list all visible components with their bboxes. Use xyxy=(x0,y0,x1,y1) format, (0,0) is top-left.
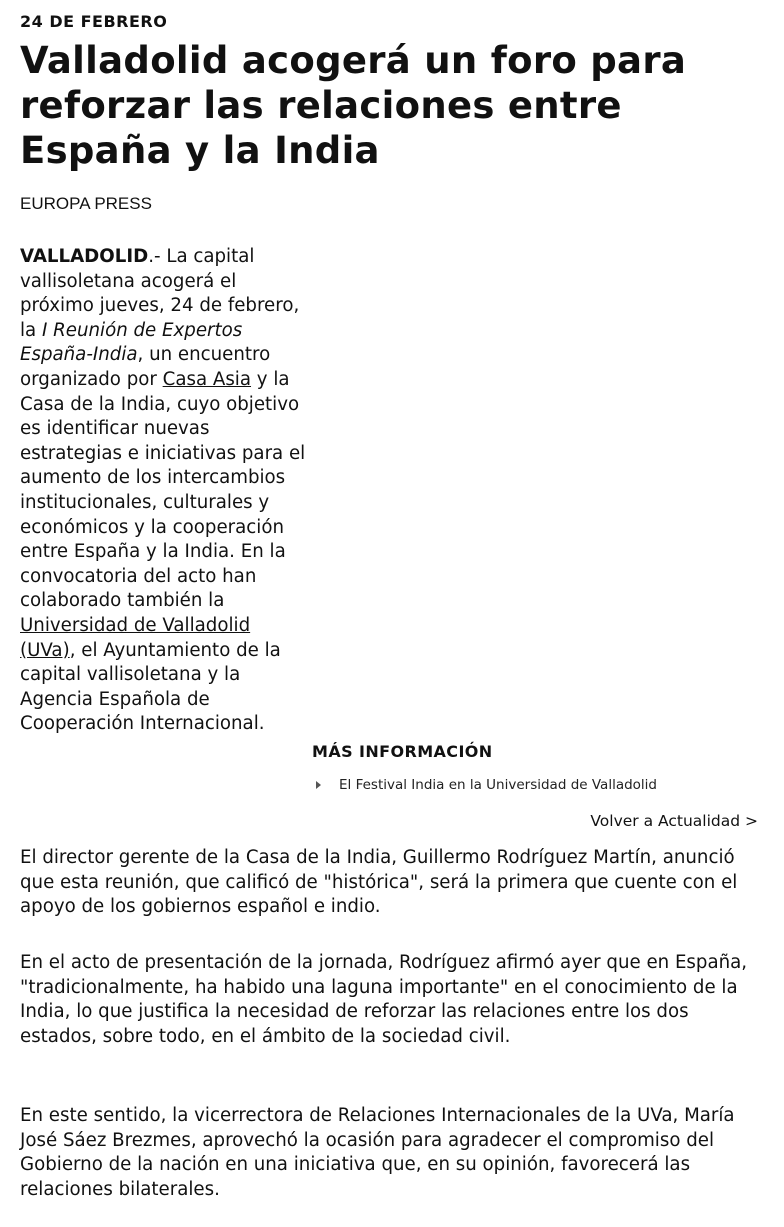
back-to-news-link[interactable]: Volver a Actualidad > xyxy=(590,812,758,830)
more-info-item[interactable] xyxy=(312,777,762,793)
bullet-arrow-icon xyxy=(316,781,321,789)
uva-link[interactable]: Universidad de Valladolid (UVa) xyxy=(20,614,251,661)
lead-event-name: I Reunión de Expertos España-India xyxy=(20,319,243,366)
lead-paragraph xyxy=(20,245,310,737)
lead-text-3: y la Casa de la India, cuyo objetivo es identificar nuevas estrategias e iniciativas para el aumento de los intercambios institucionales, culturales y económicos y la cooperación entre España y la India. En la convocatoria del acto han colaborado también la xyxy=(20,368,306,612)
article-source: EUROPA PRESS xyxy=(20,194,152,213)
casa-asia-link[interactable]: Casa Asia xyxy=(162,368,252,390)
article-paragraph-3: En este sentido, la vicerrectora de Relaciones Internacionales de la UVa, María José Sáez Brezmes, aprovechó la ocasión para agradecer el compromiso del Gobierno de la nación en una iniciativa que, en su opinión, favorecerá las relaciones bilaterales. xyxy=(20,1105,735,1200)
article-paragraph-1: El director gerente de la Casa de la India, Guillermo Rodríguez Martín, anunció que esta reunión, que calificó de "histórica", será la primera que cuente con el apoyo de los gobiernos español e indio. xyxy=(20,847,738,918)
article-headline: Valladolid acogerá un foro para reforzar las relaciones entre España y la India xyxy=(20,39,687,172)
article-date: 24 DE FEBRERO xyxy=(20,12,168,31)
more-info-title: MÁS INFORMACIÓN xyxy=(312,742,493,761)
more-info-link[interactable]: El Festival India en la Universidad de Valladolid xyxy=(339,777,657,793)
article-paragraph-2: En el acto de presentación de la jornada, Rodríguez afirmó ayer que en España, "tradicionalmente, ha habido una laguna importante" en el conocimiento de la India, lo que justifica la necesidad de reforzar las relaciones entre los dos estados, sobre todo, en el ámbito de la sociedad civil. xyxy=(20,952,748,1047)
lead-city: VALLADOLID xyxy=(20,246,149,267)
lead-text-4: , el Ayuntamiento de la capital vallisoletana y la Agencia Española de Cooperación Internacional. xyxy=(20,639,281,735)
lead-text-2: , un encuentro organizado por xyxy=(20,344,271,390)
lead-text-1: .- La capital vallisoletana acogerá el próximo jueves, 24 de febrero, la xyxy=(20,246,300,341)
more-info-box xyxy=(312,742,762,793)
